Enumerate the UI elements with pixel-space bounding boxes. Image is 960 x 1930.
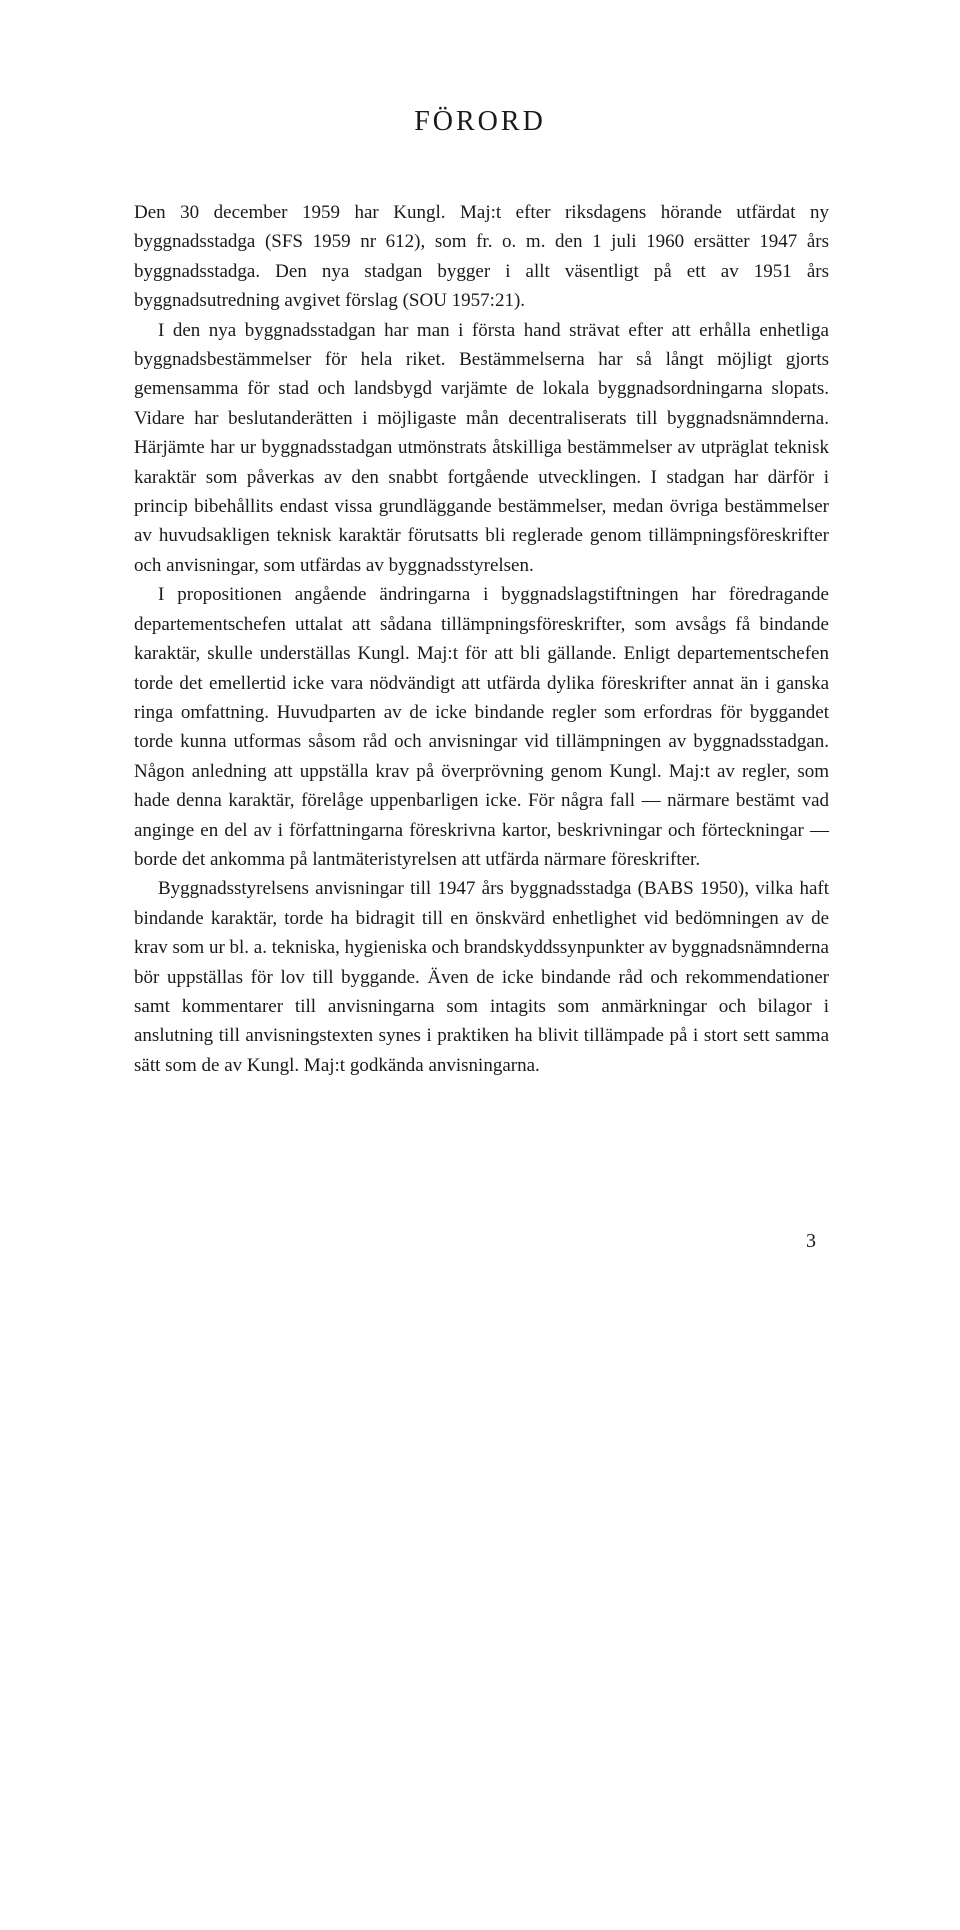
paragraph-3: I propositionen angående ändringarna i byggnadslagstiftningen har föredragande departementschefen uttalat att sådana tillämpningsföreskrifter, som avsågs få bindande karaktär, skulle underställas Kungl. Maj:t för att bli gällande. Enligt departementschefen torde det emellertid icke vara nödvändigt att utfärda dylika föreskrifter annat än i ganska ringa omfattning. Huvudparten av de icke bindande regler som erfordras för byggandet torde kunna utformas såsom råd och anvisningar vid tillämpningen av byggnadsstadgan. Någon anledning att uppställa krav på överprövning genom Kungl. Maj:t av regler, som hade denna karaktär, förelåge uppenbarligen icke. För några fall — närmare bestämt vad anginge en del av i författningarna föreskrivna kartor, beskrivningar och förteckningar — borde det ankomma på lantmäteristyrelsen att utfärda närmare föreskrifter. [134, 584, 829, 870]
paragraph-1: Den 30 december 1959 har Kungl. Maj:t efter riksdagens hörande utfärdat ny byggnadsstadga (SFS 1959 nr 612), som fr. o. m. den 1 juli 1960 ersätter 1947 års byggnadsstadga. Den nya stadgan bygger i allt väsentligt på ett av 1951 års byggnadsutredning avgivet förslag (SOU 1957:21). [134, 202, 829, 312]
paragraph-2: I den nya byggnadsstadgan har man i första hand strävat efter att erhålla enhetliga byggnadsbestämmelser för hela riket. Bestämmelserna har så långt möjligt gjorts gemensamma för stad och landsbygd varjämte de lokala byggnadsordningarna slopats. Vidare har beslutanderätten i möjligaste mån decentraliserats till byggnadsnämnderna. Härjämte har ur byggnadsstadgan utmönstrats åtskilliga bestämmelser av utpräglat teknisk karaktär som påverkas av den snabbt fortgående utvecklingen. I stadgan har därför i princip bibehållits endast vissa grundläggande bestämmelser, medan övriga bestämmelser av huvudsakligen teknisk karaktär förutsatts bli reglerade genom tillämpningsföreskrifter och anvisningar, som utfärdas av byggnadsstyrelsen. [134, 319, 829, 576]
page-number: 3 [806, 1230, 816, 1252]
paragraph-4: Byggnadsstyrelsens anvisningar till 1947 års byggnadsstadga (BABS 1950), vilka haft bindande karaktär, torde ha bidragit till en önskvärd enhetlighet vid bedömningen av de krav som ur bl. a. tekniska, hygieniska och brandskyddssynpunkter av byggnadsnämnderna bör uppställas för lov till byggande. Även de icke bindande råd och rekommendationer samt kommentarer till anvisningarna som intagits som anmärkningar och bilagor i anslutning till anvisningstexten synes i praktiken ha blivit tillämpade på i stort sett samma sätt som de av Kungl. Maj:t godkända anvisningarna. [134, 878, 829, 1076]
foreword-body [134, 198, 829, 1080]
page-title: FÖRORD [414, 106, 546, 137]
